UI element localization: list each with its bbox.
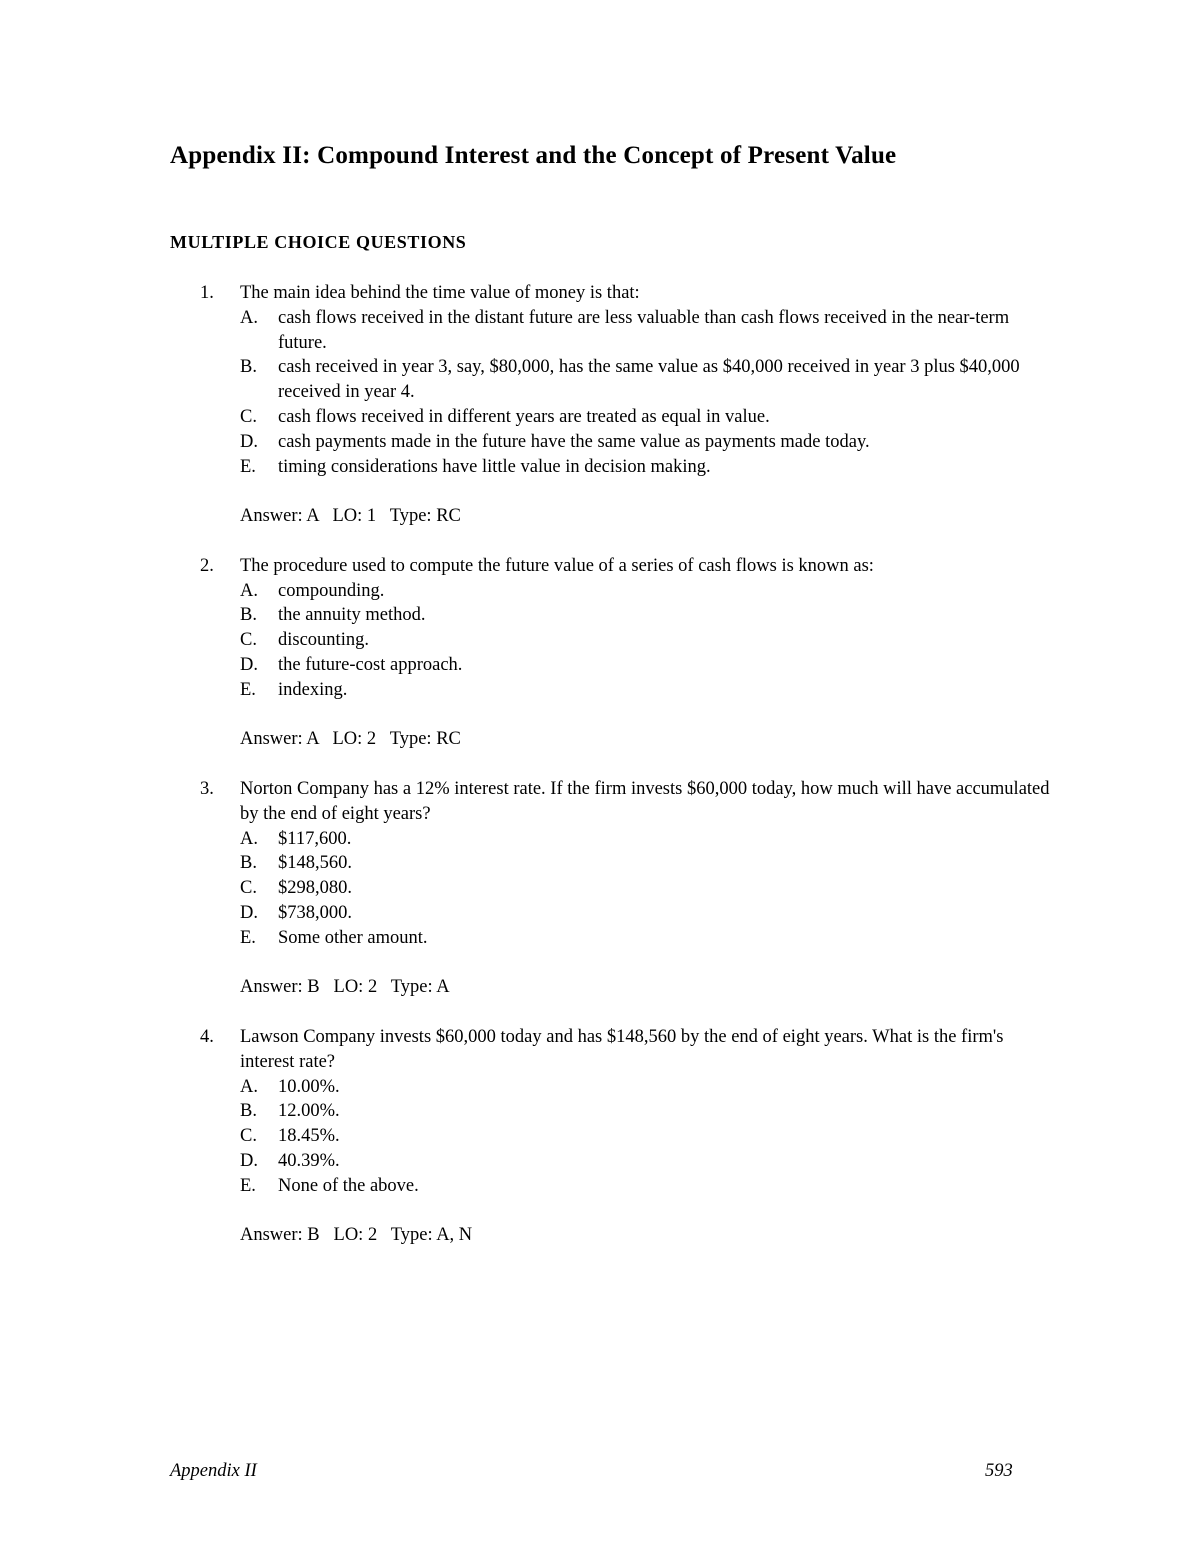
option-letter: D.: [240, 654, 258, 675]
option-letter: E.: [240, 679, 256, 700]
option-a: [240, 579, 1060, 604]
option-d: [240, 430, 1060, 455]
option-text: the annuity method.: [278, 605, 426, 626]
option-text: the future-cost approach.: [278, 654, 463, 675]
option-text: cash received in year 3, say, $80,000, has the same value as $40,000 received in year 3 plus $40,000 received in year 4.: [278, 357, 1020, 403]
question-text: The procedure used to compute the future value of a series of cash flows is known as:: [240, 555, 874, 576]
option-text: compounding.: [278, 580, 385, 601]
answer-line: Answer: B LO: 2 Type: A: [240, 977, 450, 998]
option-text: timing considerations have little value in decision making.: [278, 456, 711, 477]
option-letter: A.: [240, 828, 258, 849]
question-number: 1.: [200, 283, 214, 303]
answer-line: Answer: A LO: 2 Type: RC: [240, 729, 461, 750]
option-d: [240, 901, 1060, 926]
option-b: [240, 603, 1060, 628]
option-text: 40.39%.: [278, 1150, 340, 1171]
option-c: [240, 628, 1060, 653]
question-number: 3.: [200, 778, 214, 799]
answer-line: Answer: B LO: 2 Type: A, N: [240, 1225, 473, 1246]
option-b: [240, 1099, 1060, 1124]
question-3: [200, 777, 1060, 1000]
option-text: 10.00%.: [278, 1076, 340, 1097]
option-text: 12.00%.: [278, 1101, 340, 1122]
option-e: [240, 678, 1060, 703]
question-2: [200, 554, 1060, 752]
question-number: 4.: [200, 1026, 214, 1047]
option-letter: E.: [240, 927, 256, 948]
option-text: cash payments made in the future have the same value as payments made today.: [278, 431, 870, 452]
option-letter: C.: [240, 630, 257, 651]
option-e: [240, 1174, 1060, 1199]
option-d: [240, 653, 1060, 678]
option-letter: B.: [240, 605, 257, 626]
option-letter: E.: [240, 456, 256, 477]
option-e: [240, 455, 1060, 480]
option-letter: A.: [240, 1076, 258, 1097]
option-text: Some other amount.: [278, 927, 428, 948]
answer-line: Answer: A LO: 1 Type: RC: [240, 506, 461, 527]
option-text: $298,080.: [278, 878, 352, 899]
option-letter: C.: [240, 878, 257, 899]
option-a: [240, 1075, 1060, 1100]
question-1: [200, 281, 1060, 529]
option-a: [240, 827, 1060, 852]
question-4: [200, 1025, 1060, 1248]
option-letter: B.: [240, 1101, 257, 1122]
option-c: [240, 876, 1060, 901]
question-list: [200, 281, 1060, 1273]
option-c: [240, 1124, 1060, 1149]
option-text: indexing.: [278, 679, 348, 700]
page-number: 593: [985, 1461, 1013, 1481]
option-letter: B.: [240, 853, 257, 874]
option-text: $148,560.: [278, 853, 352, 874]
option-letter: D.: [240, 1150, 258, 1171]
page-title: Appendix II: Compound Interest and the Concept of Present Value: [170, 142, 897, 169]
option-text: discounting.: [278, 630, 369, 651]
question-text: The main idea behind the time value of money is that:: [240, 283, 640, 303]
option-text: None of the above.: [278, 1175, 419, 1196]
question-text: Norton Company has a 12% interest rate. If the firm invests $60,000 today, how much will have accumulated by the end of eight years?: [240, 778, 1050, 824]
option-text: 18.45%.: [278, 1126, 340, 1147]
option-letter: E.: [240, 1175, 256, 1196]
question-text: Lawson Company invests $60,000 today and has $148,560 by the end of eight years. What is the firm's interest rate?: [240, 1026, 1004, 1072]
option-b: [240, 851, 1060, 876]
option-letter: C.: [240, 406, 257, 427]
option-letter: A.: [240, 307, 258, 328]
option-e: [240, 926, 1060, 951]
option-text: cash flows received in the distant future are less valuable than cash flows received in the near-term future.: [278, 307, 1010, 353]
option-letter: C.: [240, 1126, 257, 1147]
option-text: $117,600.: [278, 828, 352, 849]
section-heading: MULTIPLE CHOICE QUESTIONS: [170, 232, 467, 252]
option-letter: B.: [240, 357, 257, 378]
option-b: [240, 355, 1060, 405]
option-d: [240, 1149, 1060, 1174]
footer-chapter: Appendix II: [170, 1461, 257, 1481]
option-c: [240, 405, 1060, 430]
option-text: cash flows received in different years are treated as equal in value.: [278, 406, 770, 427]
option-letter: A.: [240, 580, 258, 601]
option-letter: D.: [240, 431, 258, 452]
option-a: [240, 306, 1060, 356]
question-number: 2.: [200, 555, 214, 576]
option-letter: D.: [240, 902, 258, 923]
option-text: $738,000.: [278, 902, 352, 923]
